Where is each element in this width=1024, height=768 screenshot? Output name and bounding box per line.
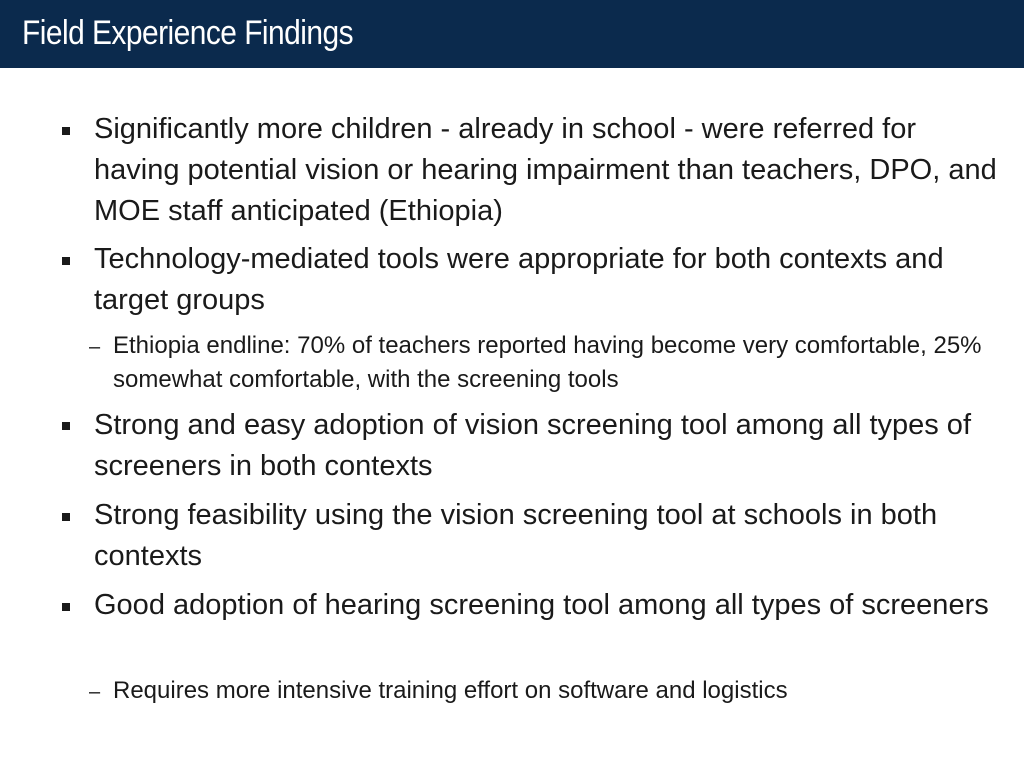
bullet-item-5: Good adoption of hearing screening tool among all types of screeners	[94, 589, 989, 621]
square-bullet-icon	[62, 513, 70, 521]
sub-bullet-item-5: Requires more intensive training effort on software and logistics	[113, 677, 788, 704]
bullet-item-3: Strong and easy adoption of vision screening tool among all types of screeners in both contexts	[94, 409, 971, 482]
sub-bullet-dash-icon: –	[89, 336, 101, 358]
square-bullet-icon	[62, 127, 70, 135]
slide-title: Field Experience Findings	[22, 14, 354, 52]
sub-bullet-item-2: Ethiopia endline: 70% of teachers reported having become very comfortable, 25% somewhat comfortable, with the screening tools	[113, 332, 982, 393]
bullet-item-4: Strong feasibility using the vision screening tool at schools in both contexts	[94, 499, 938, 572]
bullet-item-2: Technology-mediated tools were appropriate for both contexts and target groups	[94, 243, 944, 316]
square-bullet-icon	[62, 603, 70, 611]
square-bullet-icon	[62, 422, 70, 430]
sub-bullet-dash-icon: –	[89, 681, 101, 703]
bullet-item-1: Significantly more children - already in school - were referred for having potential vision or hearing impairment than teachers, DPO, and MOE staff anticipated (Ethiopia)	[94, 113, 997, 227]
square-bullet-icon	[62, 257, 70, 265]
